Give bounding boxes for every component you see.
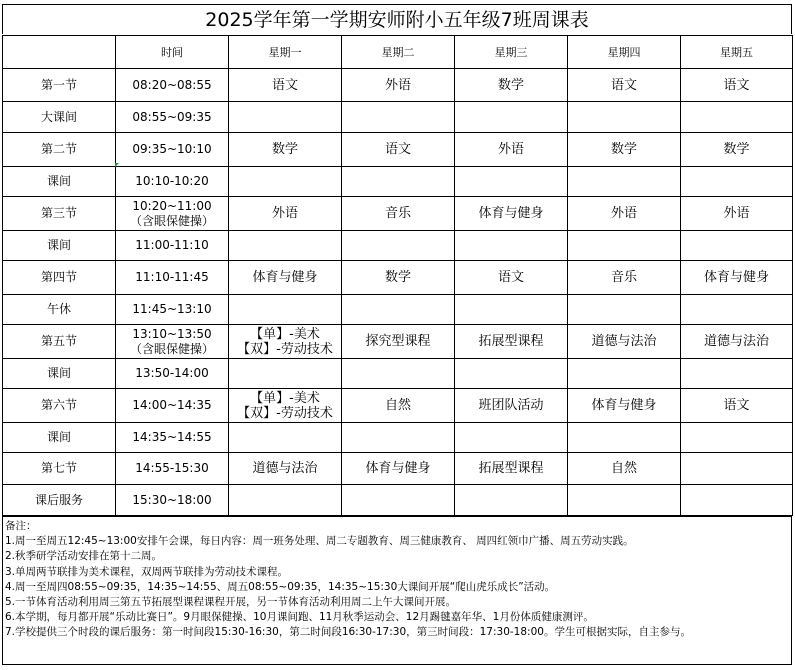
subject-line: 道德与法治 [703,334,769,349]
period-label: 课间 [3,359,116,389]
subject-cell [681,295,793,325]
subject-cell [681,389,793,423]
note-line: 3.单周两节联排为美术课程，双周两节联排为劳动技术课程。 [5,565,289,578]
period-label: 课间 [3,231,116,261]
table-row [3,359,793,389]
subject-cell [229,453,342,485]
time-cell [116,102,229,133]
subject-line: 【单】-美术 [250,390,320,406]
period-label: 课间 [3,167,116,197]
subject-cell [681,423,793,453]
subject-cell [342,102,455,133]
time-cell [116,197,229,231]
time-cell [116,69,229,102]
subject-cell [455,485,568,516]
time-cell [116,231,229,261]
header-day: 星期五 [681,36,793,69]
subject-line: 【单】-美术 [250,326,320,342]
subject-cell [568,453,681,485]
header-time: 时间 [116,36,229,69]
subject-line: 外语 [723,206,750,221]
subject-cell [681,325,793,359]
header-day: 星期一 [229,36,342,69]
time-line: 14:35~14:55 [132,430,212,444]
time-cell [116,359,229,389]
time-cell [116,261,229,295]
time-line: 10:10-10:20 [135,174,209,188]
table-row [3,261,793,295]
subject-line: 体育与健身 [365,461,431,476]
subject-line: 体育与健身 [703,270,769,285]
period-label: 第四节 [3,261,116,295]
table-row [3,167,793,197]
subject-cell [342,295,455,325]
subject-cell [681,102,793,133]
table-row [3,133,793,167]
period-label: 课间 [3,423,116,453]
period-label: 第五节 [3,325,116,359]
timetable-grid [2,35,793,516]
subject-cell [229,133,342,167]
subject-cell [681,197,793,231]
subject-cell [681,231,793,261]
subject-cell [342,69,455,102]
subject-line: 自然 [384,398,411,413]
subject-cell [342,197,455,231]
subject-line: 【双】-劳动技术 [237,341,333,357]
subject-cell [568,231,681,261]
header-row [3,36,793,69]
note-line: 5.一节体育活动利用周三第五节拓展型课程课程开展，另一节体育活动利用周二上午大课间开展。 [5,596,457,609]
subject-line: 班团队活动 [478,398,544,413]
subject-line: 体育与健身 [591,398,657,413]
time-line: 09:35~10:10 [132,142,212,156]
subject-line: 外语 [271,206,298,221]
subject-line: 语文 [497,270,524,285]
subject-cell [455,359,568,389]
subject-cell [342,485,455,516]
table-row [3,325,793,359]
subject-line: 拓展型课程 [478,334,544,349]
time-line: 14:00~14:35 [132,398,212,412]
subject-line: 道德与法治 [252,461,318,476]
note-line: 4.周一至周四08:55~09:35，14:35~14:55、周五08:55~09:35，14:35~15:30大课间开展“爬山虎乐成长”活动。 [5,580,556,593]
subject-line: 音乐 [610,270,637,285]
subject-cell [568,261,681,295]
subject-cell [455,453,568,485]
subject-cell [568,423,681,453]
period-label: 第三节 [3,197,116,231]
table-row [3,485,793,516]
subject-cell [455,295,568,325]
time-line: 10:20~11:00 [132,198,212,213]
subject-cell [568,389,681,423]
time-cell [116,389,229,423]
subject-line: 数学 [723,142,750,157]
subject-cell [568,325,681,359]
subject-cell [229,197,342,231]
note-line: 7.学校提供三个时段的课后服务：第一时间段15:30-16:30，第二时间段16:30-17:30，第三时间段：17:30-18:00。学生可根据实际，自主参与。 [5,626,691,639]
time-line: 14:55-15:30 [135,461,209,475]
subject-cell [455,325,568,359]
subject-cell [342,389,455,423]
subject-cell [681,359,793,389]
table-row [3,69,793,102]
subject-cell [229,261,342,295]
subject-cell [229,69,342,102]
subject-cell [342,423,455,453]
subject-cell [681,485,793,516]
time-line: 13:10~13:50 [132,326,212,341]
subject-line: 语文 [723,398,750,413]
subject-cell [568,167,681,197]
time-line: 11:00-11:10 [135,238,209,252]
time-cell [116,295,229,325]
subject-line: 【双】-劳动技术 [237,405,333,421]
period-label: 第六节 [3,389,116,423]
subject-cell [681,133,793,167]
subject-line: 数学 [384,270,411,285]
header-day: 星期二 [342,36,455,69]
cell-comment-marker [115,163,119,167]
subject-cell [455,261,568,295]
subject-cell [229,423,342,453]
time-line: 11:10-11:45 [135,270,209,284]
subject-cell [342,325,455,359]
subject-cell [229,102,342,133]
table-row [3,423,793,453]
time-cell [116,453,229,485]
time-cell [116,423,229,453]
subject-cell [455,133,568,167]
period-label: 第七节 [3,453,116,485]
subject-cell [568,102,681,133]
time-line: （含眼保健操） [129,341,214,356]
note-line: 2.秋季研学活动安排在第十二周。 [5,550,163,563]
time-cell [116,167,229,197]
header-day: 星期四 [568,36,681,69]
time-line: 15:30~18:00 [132,492,212,507]
subject-cell [342,167,455,197]
period-label: 第二节 [3,133,116,167]
page-title: 2025学年第一学期安师附小五年级7班周课表 [2,4,792,34]
table-row [3,295,793,325]
subject-cell [455,167,568,197]
subject-cell [229,485,342,516]
time-line: 08:55~09:35 [132,109,212,124]
note-line: 6.本学期，每月都开展“乐动比赛日”。9月眼保健操、10月课间跑、11月秋季运动会、12月踢毽嘉年华、1月份体质健康测评。 [5,611,594,624]
subject-line: 拓展型课程 [478,461,544,476]
subject-line: 音乐 [384,206,411,221]
time-line: （含眼保健操） [129,213,214,228]
subject-cell [681,453,793,485]
subject-cell [568,295,681,325]
subject-line: 语文 [610,77,637,93]
subject-cell [681,167,793,197]
note-line: 1.周一至周五12:45~13:00安排午会课，每日内容：周一班务处理、周二专题教育、周三健康教育、 周四红领巾广播、周五劳动实践。 [5,535,634,548]
subject-line: 外语 [610,206,637,221]
period-label: 午休 [3,295,116,325]
table-row [3,102,793,133]
time-line: 13:50-14:00 [135,366,209,380]
time-cell [116,485,229,516]
subject-cell [342,261,455,295]
subject-cell [229,325,342,359]
subject-cell [455,197,568,231]
subject-cell [455,389,568,423]
subject-cell [229,295,342,325]
header-corner [3,36,116,69]
time-line: 08:20~08:55 [132,77,212,92]
subject-cell [568,197,681,231]
subject-cell [229,231,342,261]
subject-line: 数学 [610,142,637,157]
subject-line: 数学 [271,142,298,157]
time-cell [116,133,229,167]
subject-line: 语文 [271,77,298,93]
subject-line: 探究型课程 [365,334,431,349]
subject-cell [568,359,681,389]
notes-heading: 备注： [5,520,37,532]
subject-cell [455,69,568,102]
subject-cell [342,133,455,167]
subject-line: 体育与健身 [478,206,544,221]
subject-line: 语文 [384,142,411,157]
subject-line: 道德与法治 [591,334,657,349]
subject-cell [568,485,681,516]
subject-cell [342,453,455,485]
header-day: 星期三 [455,36,568,69]
period-label: 第一节 [3,69,116,102]
subject-cell [229,359,342,389]
subject-cell [568,133,681,167]
table-row [3,231,793,261]
period-label: 课后服务 [3,485,116,516]
subject-cell [342,359,455,389]
table-row [3,389,793,423]
time-line: 11:45~13:10 [132,302,212,316]
subject-line: 语文 [723,77,750,93]
subject-line: 外语 [384,77,411,93]
subject-cell [229,389,342,423]
subject-cell [229,167,342,197]
table-row [3,453,793,485]
table-row [3,197,793,231]
subject-cell [568,69,681,102]
subject-cell [455,231,568,261]
subject-cell [681,261,793,295]
subject-cell [455,423,568,453]
subject-cell [455,102,568,133]
time-cell [116,325,229,359]
notes-section [2,515,792,665]
subject-cell [342,231,455,261]
subject-line: 数学 [497,77,524,93]
subject-line: 外语 [497,142,524,157]
subject-cell [681,69,793,102]
subject-line: 自然 [610,461,637,476]
period-label: 大课间 [3,102,116,133]
subject-line: 体育与健身 [252,270,318,285]
